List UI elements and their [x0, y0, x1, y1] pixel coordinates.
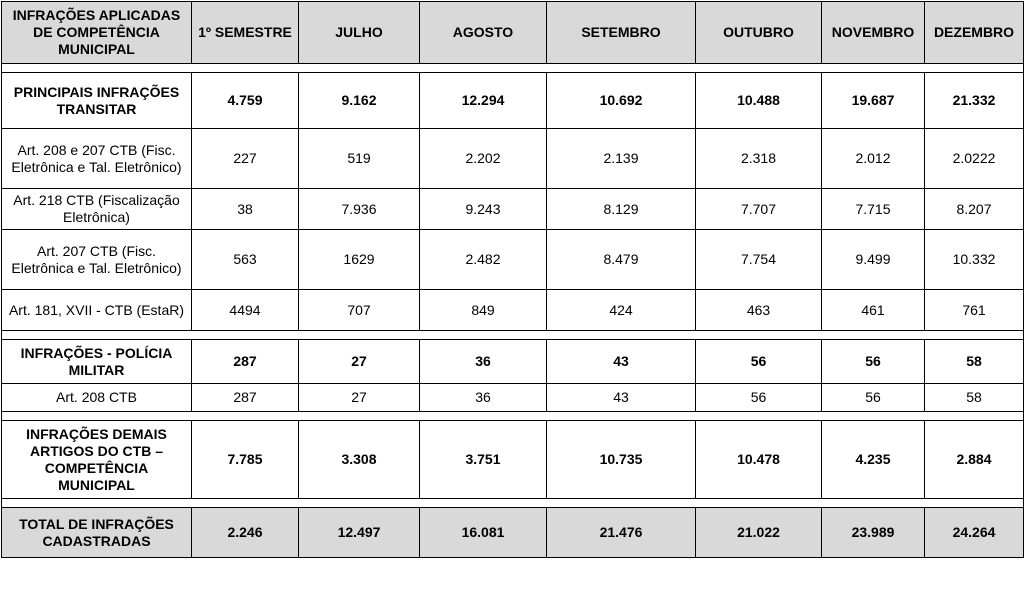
- cell-value: 4.759: [192, 73, 299, 129]
- cell-value: 563: [192, 230, 299, 290]
- cell-value: 56: [822, 340, 925, 384]
- table-row: [2, 340, 1024, 384]
- table-row: [2, 129, 1024, 189]
- cell-value: 10.478: [696, 421, 822, 499]
- cell-value: 3.751: [420, 421, 547, 499]
- cell-value: 287: [192, 384, 299, 412]
- cell-value: 8.207: [925, 189, 1024, 230]
- cell-value: 58: [925, 340, 1024, 384]
- cell-value: 12.497: [299, 508, 420, 558]
- cell-value: 519: [299, 129, 420, 189]
- cell-value: 2.318: [696, 129, 822, 189]
- total-row: [2, 508, 1024, 558]
- row-label: Art. 181, XVII - CTB (EstaR): [2, 290, 192, 331]
- header-row: [2, 2, 1024, 64]
- cell-value: 21.476: [547, 508, 696, 558]
- header-august: AGOSTO: [420, 2, 547, 64]
- cell-value: 707: [299, 290, 420, 331]
- cell-value: 2.482: [420, 230, 547, 290]
- cell-value: 463: [696, 290, 822, 331]
- cell-value: 2.139: [547, 129, 696, 189]
- cell-value: 7.707: [696, 189, 822, 230]
- row-label: Art. 207 CTB (Fisc. Eletrônica e Tal. Eletrônico): [2, 230, 192, 290]
- header-september: SETEMBRO: [547, 2, 696, 64]
- cell-value: 2.012: [822, 129, 925, 189]
- row-label: Art. 218 CTB (Fiscalização Eletrônica): [2, 189, 192, 230]
- header-july: JULHO: [299, 2, 420, 64]
- cell-value: 36: [420, 340, 547, 384]
- cell-value: 8.129: [547, 189, 696, 230]
- header-october: OUTUBRO: [696, 2, 822, 64]
- cell-value: 24.264: [925, 508, 1024, 558]
- cell-value: 36: [420, 384, 547, 412]
- cell-value: 7.715: [822, 189, 925, 230]
- header-1st-semester: 1º SEMESTRE: [192, 2, 299, 64]
- cell-value: 4.235: [822, 421, 925, 499]
- table-row: [2, 73, 1024, 129]
- cell-value: 4494: [192, 290, 299, 331]
- cell-value: 7.785: [192, 421, 299, 499]
- row-label: INFRAÇÕES DEMAIS ARTIGOS DO CTB – COMPETÊNCIA MUNICIPAL: [2, 421, 192, 499]
- row-label: Art. 208 CTB: [2, 384, 192, 412]
- header-november: NOVEMBRO: [822, 2, 925, 64]
- header-label: INFRAÇÕES APLICADAS DE COMPETÊNCIA MUNICIPAL: [2, 2, 192, 64]
- table-row: [2, 230, 1024, 290]
- cell-value: 56: [696, 384, 822, 412]
- table-row: [2, 290, 1024, 331]
- spacer-row: [2, 64, 1024, 73]
- cell-value: 849: [420, 290, 547, 331]
- cell-value: 10.735: [547, 421, 696, 499]
- cell-value: 227: [192, 129, 299, 189]
- cell-value: 43: [547, 384, 696, 412]
- cell-value: 2.246: [192, 508, 299, 558]
- cell-value: 461: [822, 290, 925, 331]
- cell-value: 58: [925, 384, 1024, 412]
- cell-value: 9.162: [299, 73, 420, 129]
- cell-value: 10.332: [925, 230, 1024, 290]
- cell-value: 7.936: [299, 189, 420, 230]
- cell-value: 43: [547, 340, 696, 384]
- cell-value: 9.499: [822, 230, 925, 290]
- cell-value: 2.202: [420, 129, 547, 189]
- cell-value: 8.479: [547, 230, 696, 290]
- cell-value: 287: [192, 340, 299, 384]
- cell-value: 424: [547, 290, 696, 331]
- cell-value: 56: [696, 340, 822, 384]
- spacer-row: [2, 331, 1024, 340]
- row-label: PRINCIPAIS INFRAÇÕES TRANSITAR: [2, 73, 192, 129]
- infractions-table: [1, 1, 1024, 558]
- cell-value: 21.022: [696, 508, 822, 558]
- spacer-row: [2, 412, 1024, 421]
- cell-value: 21.332: [925, 73, 1024, 129]
- row-label: Art. 208 e 207 CTB (Fisc. Eletrônica e Tal. Eletrônico): [2, 129, 192, 189]
- cell-value: 16.081: [420, 508, 547, 558]
- header-december: DEZEMBRO: [925, 2, 1024, 64]
- cell-value: 56: [822, 384, 925, 412]
- cell-value: 27: [299, 340, 420, 384]
- cell-value: 1629: [299, 230, 420, 290]
- cell-value: 9.243: [420, 189, 547, 230]
- cell-value: 19.687: [822, 73, 925, 129]
- row-label: TOTAL DE INFRAÇÕES CADASTRADAS: [2, 508, 192, 558]
- cell-value: 10.488: [696, 73, 822, 129]
- cell-value: 10.692: [547, 73, 696, 129]
- table-row: [2, 384, 1024, 412]
- cell-value: 38: [192, 189, 299, 230]
- cell-value: 23.989: [822, 508, 925, 558]
- cell-value: 2.884: [925, 421, 1024, 499]
- cell-value: 3.308: [299, 421, 420, 499]
- table-row: [2, 421, 1024, 499]
- cell-value: 27: [299, 384, 420, 412]
- cell-value: 761: [925, 290, 1024, 331]
- row-label: INFRAÇÕES - POLÍCIA MILITAR: [2, 340, 192, 384]
- table-row: [2, 189, 1024, 230]
- cell-value: 2.0222: [925, 129, 1024, 189]
- cell-value: 7.754: [696, 230, 822, 290]
- spacer-row: [2, 499, 1024, 508]
- cell-value: 12.294: [420, 73, 547, 129]
